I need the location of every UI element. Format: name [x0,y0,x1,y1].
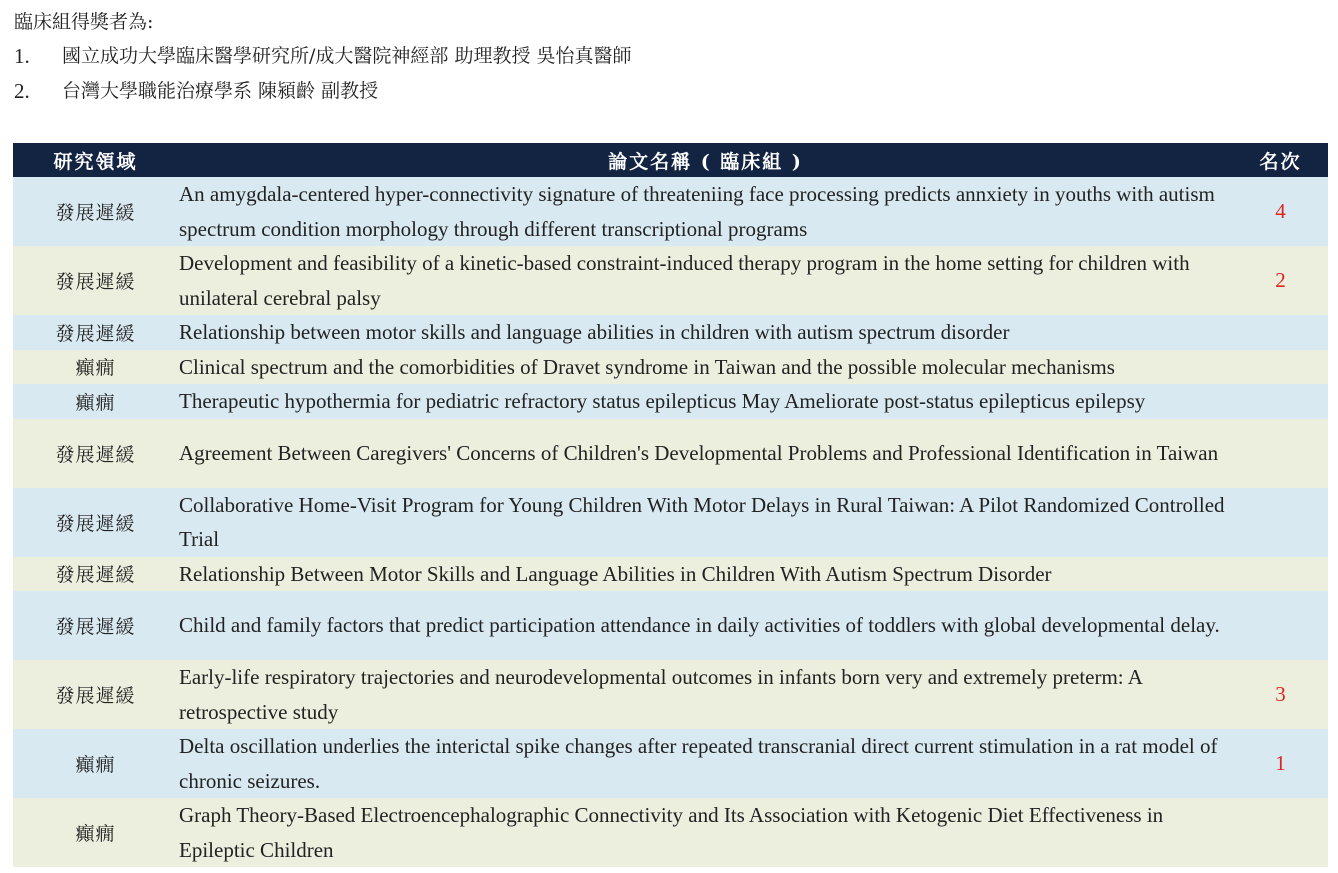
title-cell: Development and feasibility of a kinetic-based constraint-induced therapy program in the home setting for children with unilateral cerebral palsy [178,246,1233,315]
rank-cell [1233,557,1328,592]
title-cell: Clinical spectrum and the comorbidities of Dravet syndrome in Taiwan and the possible molecular mechanisms [178,350,1233,385]
list-item [14,44,631,79]
title-cell: Child and family factors that predict participation attendance in daily activities of toddlers with global developmental delay. [178,591,1233,660]
title-cell: Graph Theory-Based Electroencephalographic Connectivity and Its Association with Ketogenic Diet Effectiveness in Epileptic Children [178,798,1233,867]
table-row [13,557,1328,592]
field-cell: 發展遲緩 [13,177,178,246]
table-row [13,384,1328,419]
rank-cell: 2 [1233,246,1328,315]
title-cell: Relationship between motor skills and language abilities in children with autism spectrum disorder [178,315,1233,350]
title-cell: Relationship Between Motor Skills and Language Abilities in Children With Autism Spectrum Disorder [178,557,1233,592]
rank-cell [1233,591,1328,660]
field-cell: 癲癇 [13,798,178,867]
rank-cell: 1 [1233,729,1328,798]
table-row [13,660,1328,729]
header-rank: 名次 [1233,143,1328,177]
field-cell: 發展遲緩 [13,419,178,488]
title-cell: Collaborative Home-Visit Program for Young Children With Motor Delays in Rural Taiwan: A Pilot Randomized Controlled Trial [178,488,1233,557]
title-cell: Early-life respiratory trajectories and neurodevelopmental outcomes in infants born very and extremely preterm: A retrospective study [178,660,1233,729]
list-number: 2. [14,79,30,103]
table-row [13,246,1328,315]
winner-text: 台灣大學職能治療學系 陳潁齡 副教授 [62,80,379,102]
rank-cell [1233,419,1328,488]
header-field: 研究領域 [13,143,178,177]
table-row [13,177,1328,246]
table-row [13,798,1328,867]
field-cell: 癲癇 [13,729,178,798]
rank-cell [1233,488,1328,557]
list-number: 1. [14,44,30,68]
field-cell: 發展遲緩 [13,315,178,350]
rank-cell: 4 [1233,177,1328,246]
table-row [13,591,1328,660]
winners-list [14,44,631,114]
field-cell: 癲癇 [13,384,178,419]
rank-cell [1233,315,1328,350]
table-row [13,350,1328,385]
title-cell: An amygdala-centered hyper-connectivity signature of threateniing face processing predicts annxiety in youths with autism spectrum condition morphology through different transcriptional programs [178,177,1233,246]
field-cell: 癲癇 [13,350,178,385]
table-row [13,488,1328,557]
field-cell: 發展遲緩 [13,488,178,557]
title-cell: Therapeutic hypothermia for pediatric refractory status epilepticus May Ameliorate post-status epilepticus epilepsy [178,384,1233,419]
table-row [13,729,1328,798]
rank-cell [1233,384,1328,419]
title-cell: Delta oscillation underlies the interictal spike changes after repeated transcranial direct current stimulation in a rat model of chronic seizures. [178,729,1233,798]
table-header-row [13,143,1328,177]
list-item [14,79,631,114]
field-cell: 發展遲緩 [13,246,178,315]
table-row [13,315,1328,350]
table-row [13,419,1328,488]
papers-table [13,143,1328,867]
rank-cell [1233,798,1328,867]
rank-cell [1233,350,1328,385]
field-cell: 發展遲緩 [13,591,178,660]
winner-text: 國立成功大學臨床醫學研究所/成大醫院神經部 助理教授 吳怡真醫師 [62,45,632,67]
field-cell: 發展遲緩 [13,557,178,592]
intro-heading: 臨床組得獎者為: [14,11,154,33]
header-title: 論文名稱 ( 臨床組 ) [178,143,1233,177]
rank-cell: 3 [1233,660,1328,729]
title-cell: Agreement Between Caregivers' Concerns of Children's Developmental Problems and Professional Identification in Taiwan [178,419,1233,488]
field-cell: 發展遲緩 [13,660,178,729]
